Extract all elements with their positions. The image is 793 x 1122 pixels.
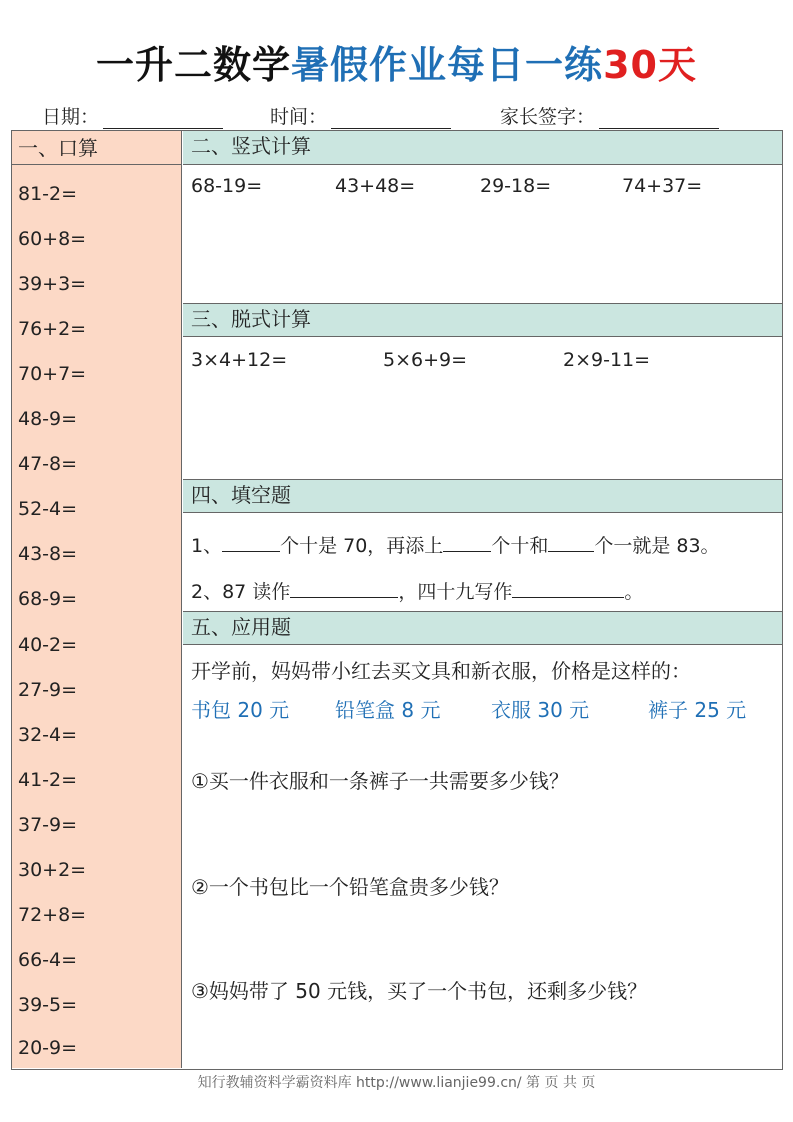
info-row bbox=[0, 102, 793, 132]
oral-item: 20-9= bbox=[18, 1037, 78, 1059]
oral-item: 32-4= bbox=[18, 724, 78, 746]
fill-q2-text-a: ，四十九写作 bbox=[398, 581, 513, 603]
fill-q1-blank-1[interactable] bbox=[222, 532, 280, 552]
vertical-calc-item: 43+48= bbox=[335, 175, 416, 197]
oral-item: 60+8= bbox=[18, 228, 87, 250]
title-part-3: 30天 bbox=[603, 43, 697, 87]
title-part-1: 一升二数学 bbox=[96, 43, 292, 87]
oral-item: 66-4= bbox=[18, 949, 78, 971]
expand-calc-item: 5×6+9= bbox=[383, 349, 468, 371]
fill-q1-blank-3[interactable] bbox=[548, 532, 594, 552]
oral-item: 43-8= bbox=[18, 543, 78, 565]
oral-item: 81-2= bbox=[18, 183, 78, 205]
date-field[interactable] bbox=[42, 102, 223, 129]
expand-calc-item: 3×4+12= bbox=[191, 349, 288, 371]
time-field[interactable] bbox=[270, 102, 451, 129]
oral-item: 39+3= bbox=[18, 273, 87, 295]
oral-item: 40-2= bbox=[18, 634, 78, 656]
oral-item: 68-9= bbox=[18, 588, 78, 610]
vertical-calc-item: 74+37= bbox=[622, 175, 703, 197]
vertical-calc-item: 29-18= bbox=[480, 175, 552, 197]
oral-calc-header: 一、口算 bbox=[12, 131, 181, 165]
fill-q2-text-b: 。 bbox=[624, 581, 644, 603]
worksheet-frame bbox=[11, 130, 783, 1070]
fill-q1-text-b: 个十和 bbox=[491, 535, 549, 557]
word-question-3: ③妈妈带了 50 元钱，买了一个书包，还剩多少钱？ bbox=[191, 979, 648, 1003]
time-label: 时间： bbox=[270, 106, 328, 128]
fill-q1-prefix: 1、 bbox=[191, 535, 223, 557]
oral-item: 70+7= bbox=[18, 363, 87, 385]
page-title bbox=[0, 40, 793, 90]
oral-item: 47-8= bbox=[18, 453, 78, 475]
fill-blank-header: 四、填空题 bbox=[183, 479, 782, 513]
word-problem-header: 五、应用题 bbox=[183, 611, 782, 645]
parent-sign-field[interactable] bbox=[500, 102, 719, 129]
word-question-2: ②一个书包比一个铅笔盒贵多少钱？ bbox=[191, 875, 509, 899]
title-part-2: 暑假作业每日一练 bbox=[291, 43, 604, 87]
oral-item: 72+8= bbox=[18, 904, 87, 926]
fill-q1-text-a: 个十是 70，再添上 bbox=[280, 535, 444, 557]
oral-calc-column bbox=[12, 131, 182, 1068]
date-label: 日期： bbox=[42, 106, 100, 128]
oral-item: 48-9= bbox=[18, 408, 78, 430]
fill-q1-text-c: 个一就是 83。 bbox=[594, 535, 720, 557]
fill-q2-blank-2[interactable] bbox=[512, 578, 624, 598]
vertical-calc-item: 68-19= bbox=[191, 175, 263, 197]
price-item: 铅笔盒 8 元 bbox=[335, 698, 441, 722]
fill-q2-prefix: 2、87 读作 bbox=[191, 581, 291, 603]
date-blank[interactable] bbox=[103, 107, 223, 129]
price-item: 书包 20 元 bbox=[191, 698, 290, 722]
parent-sign-label: 家长签字： bbox=[500, 106, 596, 128]
time-blank[interactable] bbox=[331, 107, 451, 129]
oral-item: 52-4= bbox=[18, 498, 78, 520]
oral-item: 41-2= bbox=[18, 769, 78, 791]
fill-q2-blank-1[interactable] bbox=[290, 578, 398, 598]
right-sections bbox=[183, 131, 782, 1068]
oral-item: 27-9= bbox=[18, 679, 78, 701]
vertical-calc-header: 二、竖式计算 bbox=[183, 131, 782, 165]
expand-calc-header: 三、脱式计算 bbox=[183, 303, 782, 337]
word-question-1: ①买一件衣服和一条裤子一共需要多少钱？ bbox=[191, 769, 569, 793]
fill-question-1 bbox=[191, 531, 720, 558]
expand-calc-item: 2×9-11= bbox=[563, 349, 651, 371]
oral-item: 37-9= bbox=[18, 814, 78, 836]
fill-question-2 bbox=[191, 577, 643, 604]
fill-q1-blank-2[interactable] bbox=[443, 532, 491, 552]
price-item: 裤子 25 元 bbox=[648, 698, 747, 722]
word-problem-intro: 开学前，妈妈带小红去买文具和新衣服，价格是这样的： bbox=[191, 659, 691, 683]
price-item: 衣服 30 元 bbox=[491, 698, 590, 722]
oral-item: 76+2= bbox=[18, 318, 87, 340]
parent-sign-blank[interactable] bbox=[599, 107, 719, 129]
oral-item: 39-5= bbox=[18, 994, 78, 1016]
page-footer: 知行教辅资料学霸资料库 http://www.lianjie99.cn/ 第 页 共 页 bbox=[197, 1075, 596, 1091]
oral-item: 30+2= bbox=[18, 859, 87, 881]
